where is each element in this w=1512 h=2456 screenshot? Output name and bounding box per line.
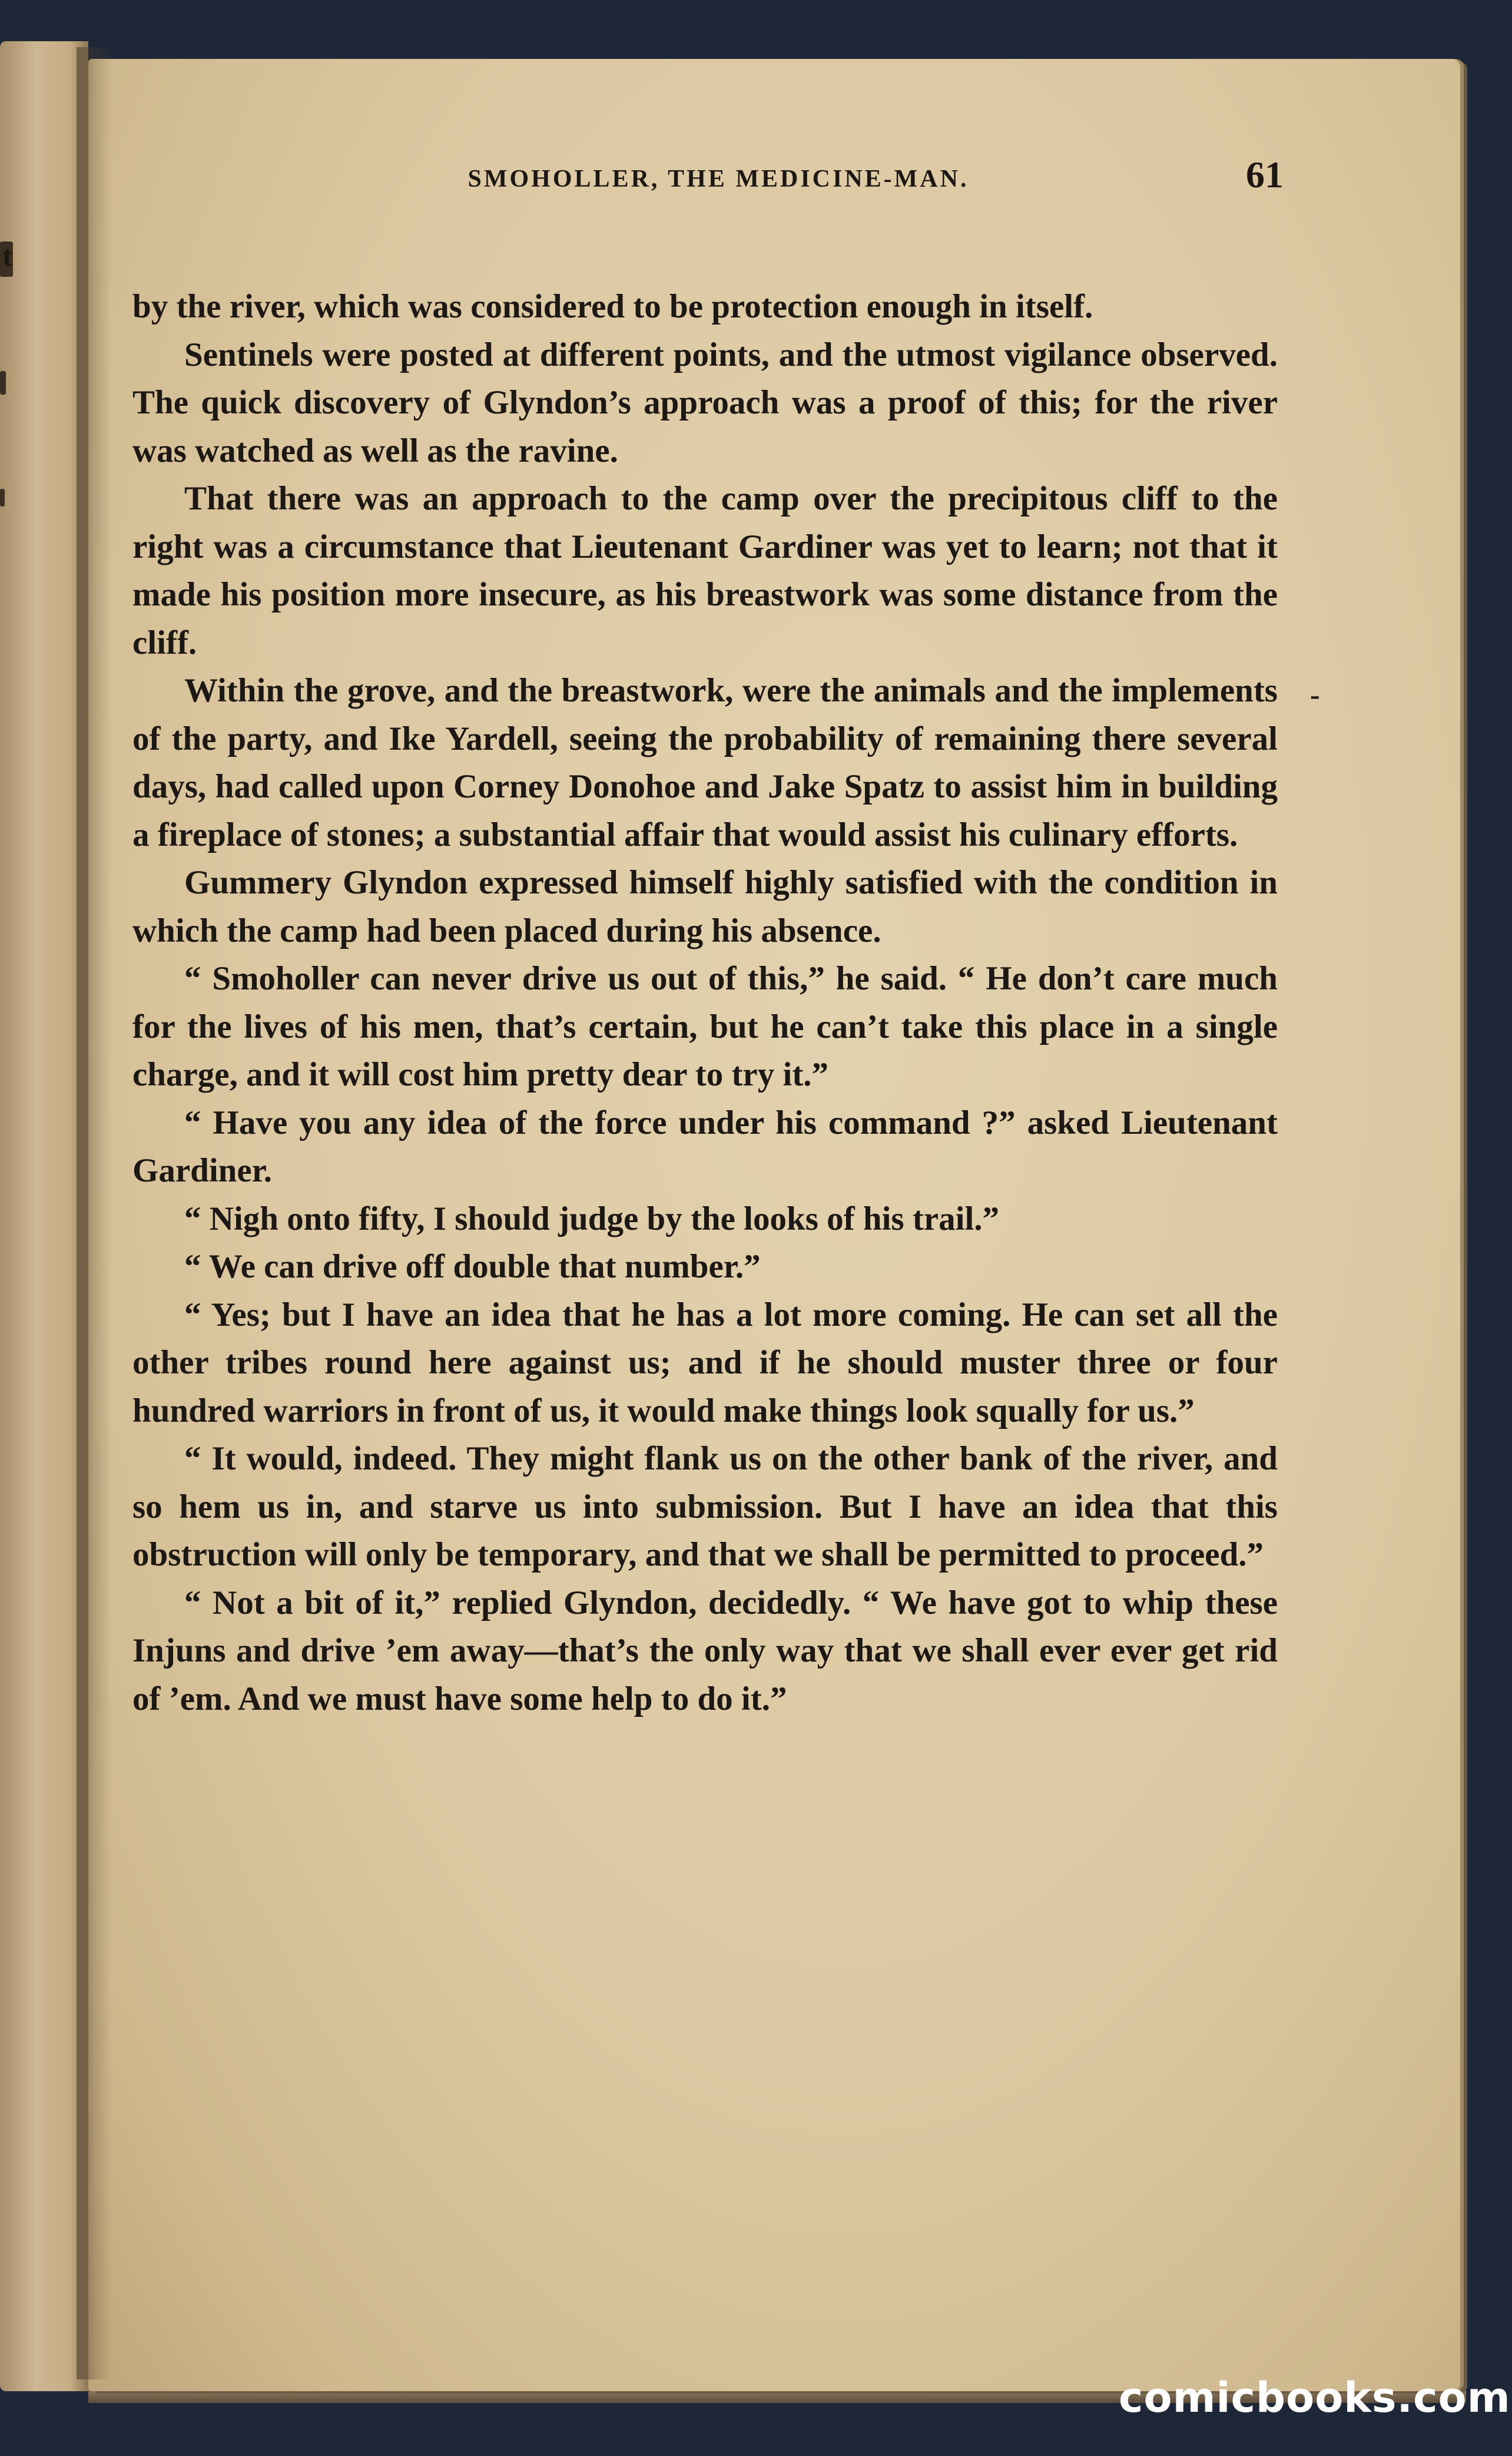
running-head: SMOHOLLER, THE MEDICINE-MAN.	[467, 166, 969, 193]
previous-page-edge	[0, 41, 88, 2391]
paragraph: Gummery Glyndon expressed himself highly satisfied with the condition in which the camp had been placed during his absence.	[132, 864, 1278, 949]
paragraph: “ We can drive off double that number.”	[184, 1248, 761, 1285]
paragraph: “ Not a bit of it,” replied Glyndon, decidedly. “ We have got to whip these Injuns and drive ’em away—that’s the only way that we shall ever ever get rid of ’em. And we must have some help to do it.”	[132, 1584, 1278, 1717]
previous-page-text-fragment	[0, 489, 5, 507]
paragraph: “ Have you any idea of the force under his command ?” asked Lieutenant Gardiner.	[132, 1104, 1278, 1189]
paragraph: “ Nigh onto fifty, I should judge by the looks of his trail.”	[184, 1200, 1000, 1237]
paragraph: “ Yes; but I have an idea that he has a lot more coming. He can set all the other tribes round here against us; and if he should muster three or four hundred warriors in front of us, it would make things look squally for us.”	[132, 1296, 1278, 1429]
body-text	[132, 283, 1278, 1723]
paragraph: by the river, which was considered to be protection enough in itself.	[132, 288, 1093, 325]
page-number: 61	[1246, 154, 1284, 196]
watermark: comicbooks.com	[1119, 2374, 1511, 2422]
paragraph: Sentinels were posted at different points, and the utmost vigilance observed. The quick discovery of Glyndon’s approach was a proof of this; for the river was watched as well as the ravine.	[132, 336, 1278, 469]
book-spine-shadow	[77, 47, 112, 2379]
page-header	[259, 141, 1284, 218]
paragraph: “ Smoholler can never drive us out of this,” he said. “ He don’t care much for the lives of his men, that’s certain, but he can’t take this place in a single charge, and it will cost him pretty dear to try it.”	[132, 960, 1278, 1093]
paragraph: Within the grove, and the breastwork, were the animals and the implements of the party, and Ike Yardell, seeing the probability of remaining there several days, had called upon Corney Donohoe and Jake Spatz to assist him in building a fireplace of stones; a substantial affair that would assist his culinary efforts.	[132, 672, 1278, 853]
paragraph: “ It would, indeed. They might flank us on the other bank of the river, and so hem us in, and starve us into submission. But I have an idea that this obstruction will only be temporary, and that we shall be permitted to proceed.”	[132, 1440, 1278, 1573]
left-margin-mark: t	[2, 239, 12, 272]
previous-page-text-fragment	[0, 371, 6, 395]
paragraph: That there was an approach to the camp over the precipitous cliff to the right was a circumstance that Lieutenant Gardiner was yet to learn; not that it made his position more insecure, as his breastwork was some distance from the cliff.	[132, 480, 1278, 661]
right-margin-mark: -	[1310, 678, 1320, 711]
